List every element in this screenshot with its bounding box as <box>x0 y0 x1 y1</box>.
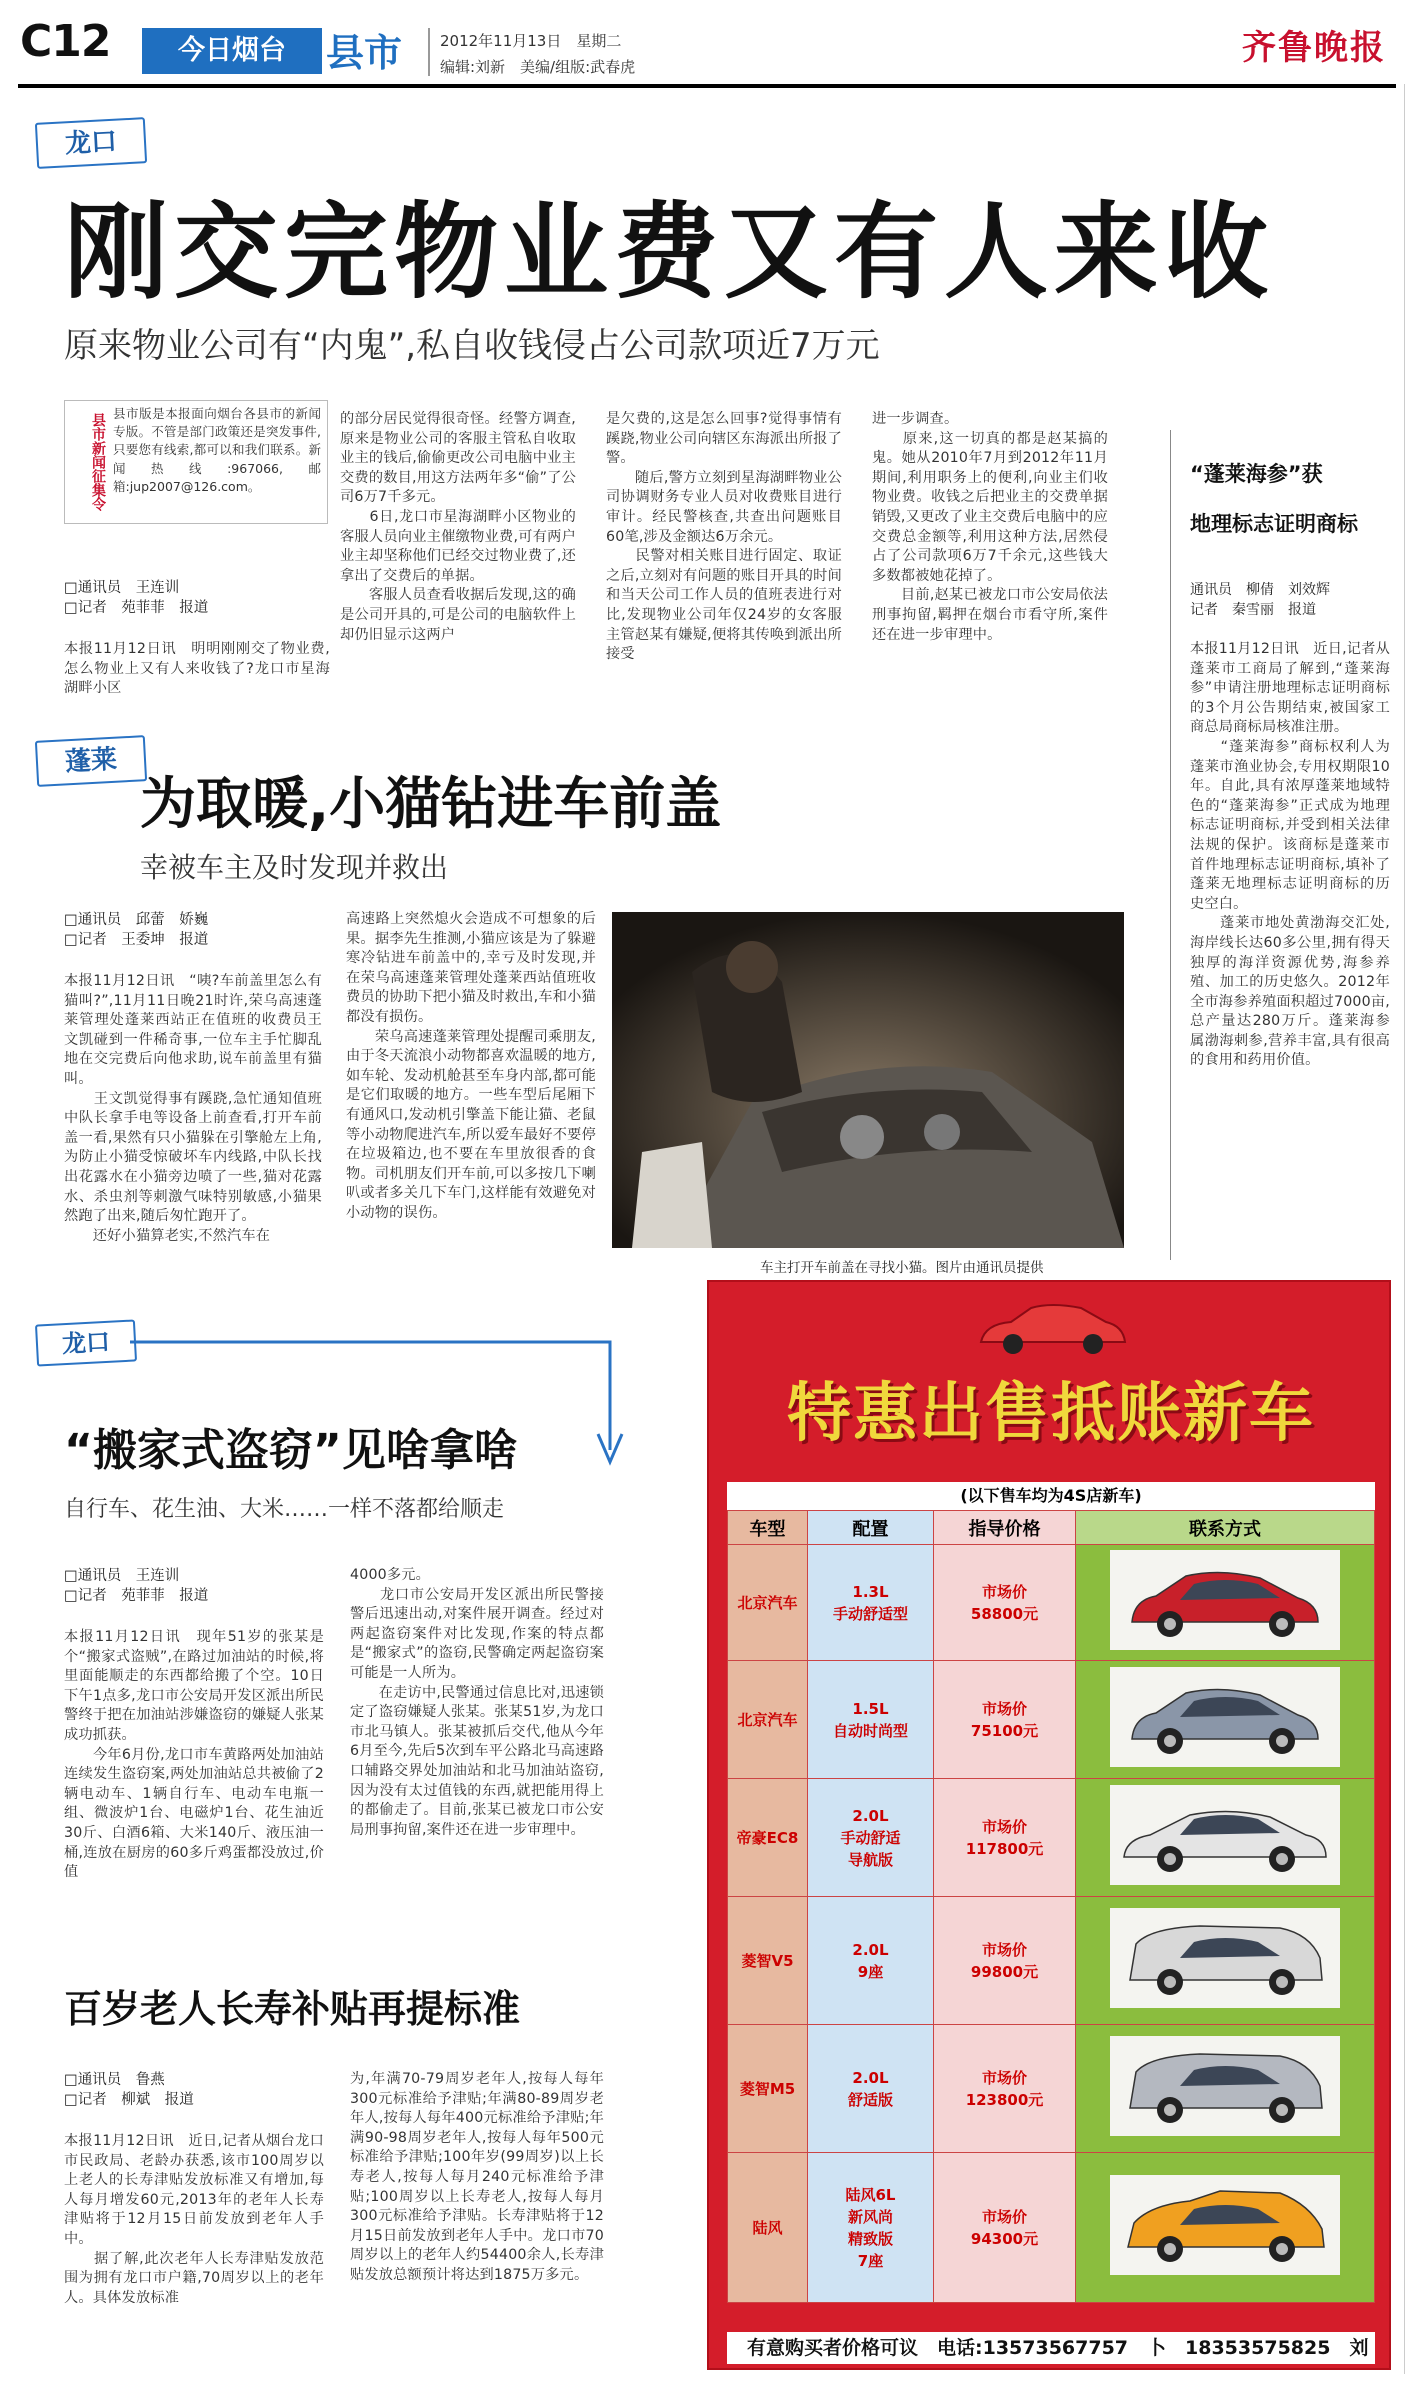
article1-col1: 本报11月12日讯 明明刚刚交了物业费,怎么物业上又有人来收钱了?龙口市星海湖畔小区 <box>64 641 330 697</box>
car-model-cell: 菱智V5 <box>728 1897 808 2025</box>
ad-note: (以下售车均为4S店新车) <box>727 1482 1375 1510</box>
article4-byline <box>64 2070 324 2110</box>
car-model-cell: 陆风 <box>728 2153 808 2303</box>
news-call-box <box>64 400 328 524</box>
ad-contact-footer: 有意购买者价格可议 电话:13573567757 卜 18353575825 刘 <box>727 2332 1375 2364</box>
car-photo-cell <box>1076 1779 1375 1897</box>
article1-col2: 的部分居民觉得很奇怪。经警方调查,原来是物业公司的客服主管私自收取业主的钱后,偷偷更改公司电脑中业主交费的数目,用这方法两年多“偷”了公司6万7千多元。 6日,龙口市星海湖畔小区物业的客服人员向业主催缴物业费,可有两户业主却坚称他们已经交过物业费了,还拿出了交费后的单据。 客服人员查看收据后发现,这的确是公司开具的,可是公司的电脑软件上却仍旧显示这两户 <box>340 411 576 643</box>
byline-line: □通讯员 王连训 <box>64 1568 180 1584</box>
cat-rescue-photo-illustration <box>612 912 1124 1248</box>
news-call-text: 县市版是本报面向烟台各县市的新闻专版。不管是部门政策还是突发事件,只要您有线索,都可以和我们联系。新闻热线:967066,邮箱:jup2007@126.com。 <box>113 406 321 494</box>
article2-tag: 蓬莱 <box>35 735 147 787</box>
car-photo-cell <box>1076 1897 1375 2025</box>
car-price-cell <box>934 1661 1076 1779</box>
byline-line: □通讯员 邱蕾 娇巍 <box>64 912 209 928</box>
article3-headline: “搬家式盗窃”见啥拿啥 <box>64 1425 518 1476</box>
article2-headline: 为取暖,小猫钻进车前盖 <box>140 772 722 837</box>
article3-col1: 本报11月12日讯 现年51岁的张某是个“搬家式盗贼”,在路过加油站的时候,将里面能顺走的东西都给搬了个空。10日下午1点多,龙口市公安局开发区派出所民警终于把在加油站涉嫌盗窃的嫌疑人张某成功抓获。 今年6月份,龙口市车黄路两处加油站连续发生盗窃案,两处加油站总共被偷了2辆电动车、1辆自行车、电动车电瓶一组、微波炉1台、电磁炉1台、花生油近30斤、白酒6箱、大米140斤、液压油一桶,连放在厨房的60多斤鸡蛋都没放过,价值 <box>64 1629 324 1881</box>
car-model-cell: 帝豪EC8 <box>728 1779 808 1897</box>
article3-byline <box>64 1566 324 1606</box>
article2-col1: 本报11月12日讯 “咦?车前盖里怎么有猫叫?”,11月11日晚21时许,荣乌高速蓬莱管理处蓬莱西站正在值班的收费员王文凯碰到一件稀奇事,一位车主手忙脚乱地在交完费后向他求助,说车前盖里有猫叫。 王文凯觉得事有蹊跷,急忙通知值班中队长拿手电等设备上前查看,打开车前盖一看,果然有只小猫躲在引擎舱左上角,为防止小猫受惊破坏车内线路,中队长找出花露水在小猫旁边喷了一些,猫对花露水、杀虫剂等刺激气味特别敏感,小猫果然跑了出来,随后匆忙跑开了。 还好小猫算老实,不然汽车在 <box>64 973 322 1244</box>
car-photo-cell <box>1076 2025 1375 2153</box>
page-number: C12 <box>20 16 111 67</box>
byline-line: 记者 秦雪丽 报道 <box>1190 602 1316 618</box>
col-header-config: 配置 <box>808 1511 934 1545</box>
price-value: 123800元 <box>965 2090 1044 2109</box>
section-name: 县市 <box>326 31 403 75</box>
col-header-model: 车型 <box>728 1511 808 1545</box>
price-label: 市场价 <box>981 1940 1027 1959</box>
car-photo-cell <box>1076 1545 1375 1661</box>
car-price-cell <box>934 2025 1076 2153</box>
price-value: 99800元 <box>970 1962 1039 1981</box>
car-photo-cell <box>1076 2153 1375 2303</box>
car-model-cell: 菱智M5 <box>728 2025 808 2153</box>
price-value: 94300元 <box>970 2229 1039 2248</box>
car-price-cell <box>934 1897 1076 2025</box>
table-row <box>728 1779 1375 1897</box>
car-config-cell: 2.0L 舒适版 <box>808 2025 934 2153</box>
car-photo-icon <box>1110 1785 1340 1885</box>
car-sale-ad <box>707 1280 1391 2370</box>
byline-line: 通讯员 柳倩 刘效辉 <box>1190 582 1330 598</box>
table-row <box>728 2153 1375 2303</box>
sidebar-headline-2: 地理标志证明商标 <box>1190 512 1358 536</box>
table-row <box>728 1661 1375 1779</box>
car-config-cell: 2.0L 手动舒适 导航版 <box>808 1779 934 1897</box>
price-value: 117800元 <box>965 1839 1044 1858</box>
article3-subhead: 自行车、花生油、大米……一样不落都给顺走 <box>64 1497 505 1522</box>
price-label: 市场价 <box>981 2068 1027 2087</box>
article1-headline: 刚交完物业费又有人来收 <box>64 191 1275 313</box>
editor-credits: 编辑:刘新 美编/组版:武春虎 <box>440 58 636 76</box>
price-label: 市场价 <box>981 1817 1027 1836</box>
article2-col2: 高速路上突然熄火会造成不可想象的后果。据李先生推测,小猫应该是为了躲避寒冷钻进车前盖中的,幸亏及时发现,并在荣乌高速蓬莱管理处蓬莱西站值班收费员的协助下把小猫及时救出,车和小猫都没有损伤。 荣乌高速蓬莱管理处提醒司乘朋友,由于冬天流浪小动物都喜欢温暖的地方,如车轮、发动机舱甚至车身内部,都可能是它们取暖的地方。一些车型后尾厢下有通风口,发动机引擎盖下能让猫、老鼠等小动物爬进汽车,所以爱车最好不要停在垃圾箱边,也不要在车里放很香的食物。司机朋友们开车前,可以多按几下喇叭或者多关几下车门,这样能有效避免对小动物的误伤。 <box>346 911 596 1221</box>
byline-line: □记者 柳斌 报道 <box>64 2092 194 2108</box>
car-price-cell <box>934 1545 1076 1661</box>
red-car-icon <box>971 1294 1131 1364</box>
price-label: 市场价 <box>981 1699 1027 1718</box>
byline-line: □记者 苑菲菲 报道 <box>64 1588 209 1604</box>
photo-caption: 车主打开车前盖在寻找小猫。图片由通讯员提供 <box>760 1260 1044 1276</box>
price-value: 58800元 <box>970 1604 1039 1623</box>
sidebar-headline-1: “蓬莱海参”获 <box>1190 462 1323 486</box>
article2-subhead: 幸被车主及时发现并救出 <box>140 851 449 884</box>
table-row <box>728 2025 1375 2153</box>
news-call-badge: 县市新闻征集令 <box>69 405 107 519</box>
car-price-cell <box>934 1779 1076 1897</box>
col-header-price: 指导价格 <box>934 1511 1076 1545</box>
page-edge-rule <box>1404 84 1405 2374</box>
price-label: 市场价 <box>981 2207 1027 2226</box>
article4-col2: 为,年满70-79周岁老年人,按每人每年300元标准给予津贴;年满80-89周岁老年人,按每人每年400元标准给予津贴;年满90-98周岁老年人,按每人每年500元标准给予津贴;100年岁(99周岁)以上长寿老人,按每人每月240元标准给予津贴;100周岁以上长寿老人,按每人每月300元标准给予津贴。长寿津贴将于12月15日前发放到老年人手中。龙口市70周岁以上的老年人约54400余人,长寿津贴发放总额预计将达到1875万多元。 <box>350 2071 604 2283</box>
section-box: 今日烟台 <box>142 28 322 74</box>
car-photo-icon <box>1110 1667 1340 1767</box>
byline-line: □记者 王委坤 报道 <box>64 932 209 948</box>
byline-line: □通讯员 鲁燕 <box>64 2072 165 2088</box>
car-model-cell: 北京汽车 <box>728 1661 808 1779</box>
article3-tag: 龙口 <box>35 1319 137 1366</box>
article2-byline <box>64 910 324 950</box>
issue-date: 2012年11月13日 星期二 <box>440 32 622 50</box>
price-value: 75100元 <box>970 1721 1039 1740</box>
car-photo-cell <box>1076 1661 1375 1779</box>
sidebar-body: 本报11月12日讯 近日,记者从蓬莱市工商局了解到,“蓬莱海参”申请注册地理标志证明商标的3个月公告期结束,被国家工商总局商标局核准注册。 “蓬莱海参”商标权利人为蓬莱市渔业协会,专用权期限10年。自此,具有浓厚蓬莱地域特色的“蓬莱海参”正式成为地理标志证明商标,并受到相关法律法规的保护。该商标是蓬莱市首件地理标志证明商标,填补了蓬莱无地理标志证明商标的历史空白。 蓬莱市地处黄渤海交汇处,海岸线长达60多公里,拥有得天独厚的海洋资源优势,海参养殖、加工的历史悠久。2012年全市海参养殖面积超过7000亩,总产量达280万斤。蓬莱海参属渤海刺参,营养丰富,具有很高的食用和药用价值。 <box>1190 641 1390 1069</box>
header-divider <box>428 28 430 76</box>
car-photo-icon <box>1110 2175 1340 2275</box>
car-photo-icon <box>1110 1908 1340 2008</box>
table-header-row <box>728 1511 1375 1545</box>
header-rule <box>18 84 1396 88</box>
table-row <box>728 1545 1375 1661</box>
car-photo-icon <box>1110 1550 1340 1650</box>
article2-photo <box>612 912 1124 1248</box>
car-photo-icon <box>1110 2036 1340 2136</box>
car-config-cell: 2.0L 9座 <box>808 1897 934 2025</box>
article4-col1: 本报11月12日讯 近日,记者从烟台龙口市民政局、老龄办获悉,该市100周岁以上老人的长寿津贴发放标准又有增加,每人每月增发60元,2013年的老年人长寿津贴将于12月15日前发放到老年人手中。 据了解,此次老年人长寿津贴发放范围为拥有龙口市户籍,70周岁以上的老年人。具体发放标准 <box>64 2133 324 2306</box>
article1-col3: 是欠费的,这是怎么回事?觉得事情有蹊跷,物业公司向辖区东海派出所报了警。 随后,警方立刻到星海湖畔物业公司协调财务专业人员对收费账目进行审计。经民警核查,共查出问题账目60笔,涉及金额达6万余元。 民警对相关账目进行固定、取证之后,立刻对有问题的账目开具的时间和当天公司工作人员的值班表进行对比,发现物业公司年仅24岁的女客服主管赵某有嫌疑,便将其传唤到派出所接受 <box>606 411 842 663</box>
car-config-cell: 1.5L 自动时尚型 <box>808 1661 934 1779</box>
article1-tag: 龙口 <box>35 117 147 169</box>
sidebar-byline <box>1190 580 1400 620</box>
newspaper-logo: 齐鲁晚报 <box>1242 28 1386 68</box>
car-price-cell <box>934 2153 1076 2303</box>
table-row <box>728 1897 1375 2025</box>
sidebar-divider <box>1170 430 1171 1260</box>
car-model-cell: 北京汽车 <box>728 1545 808 1661</box>
car-config-cell: 陆风6L 新风尚 精致版 7座 <box>808 2153 934 2303</box>
price-label: 市场价 <box>981 1582 1027 1601</box>
byline-line: □通讯员 王连训 <box>64 580 180 596</box>
car-price-table <box>727 1510 1375 2303</box>
article3-col2: 4000多元。 龙口市公安局开发区派出所民警接警后迅速出动,对案件展开调查。经过对两起盗窃案件对比发现,作案的特点都是“搬家式”的盗窃,民警确定两起盗窃案可能是一人所为。 在走访中,民警通过信息比对,迅速锁定了盗窃嫌疑人张某。张某51岁,为龙口市北马镇人。张某被抓后交代,他从今年6月至今,先后5次到车平公路北马高速路口辅路交界处加油站和北马加油站盗窃,因为没有太过值钱的东西,就把能用得上的都偷走了。目前,张某已被龙口市公安局刑事拘留,案件还在进一步审理中。 <box>350 1567 605 1838</box>
ad-title: 特惠出售抵账新车 <box>787 1376 1315 1451</box>
byline-line: □记者 苑菲菲 报道 <box>64 600 209 616</box>
article1-col4: 进一步调查。 原来,这一切真的都是赵某搞的鬼。她从2010年7月到2012年11月期间,利用职务上的便利,向业主们收物业费。收钱之后把业主的交费单据销毁,又更改了业主交费后电脑中的应交费总金额等,利用这种方法,居然侵占了公司款项6万7千余元,这些钱大多数都被她花掉了。 目前,赵某已被龙口市公安局依法刑事拘留,羁押在烟台市看守所,案件还在进一步审理中。 <box>872 411 1108 643</box>
car-config-cell: 1.3L 手动舒适型 <box>808 1545 934 1661</box>
article4-headline: 百岁老人长寿补贴再提标准 <box>64 1987 521 2031</box>
article1-subhead: 原来物业公司有“内鬼”,私自收钱侵占公司款项近7万元 <box>64 326 880 366</box>
article1-byline <box>64 578 334 618</box>
col-header-contact: 联系方式 <box>1076 1511 1375 1545</box>
